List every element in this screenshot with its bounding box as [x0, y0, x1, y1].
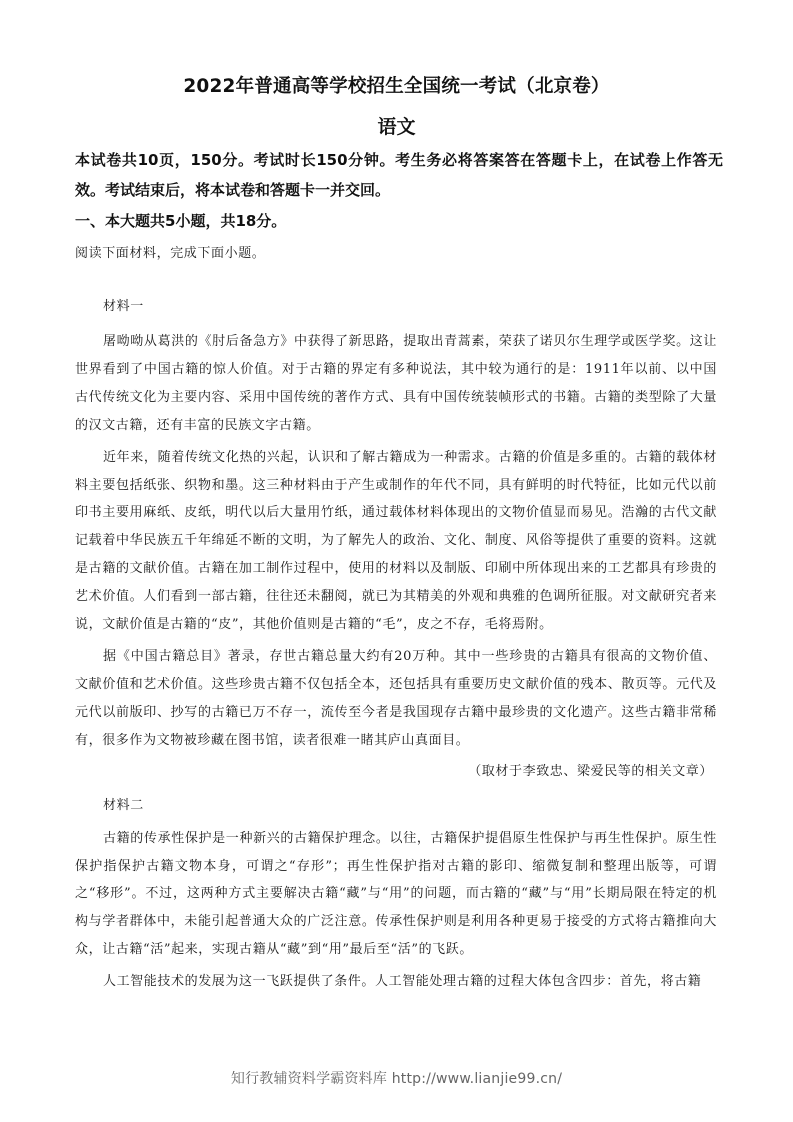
- material-1-paragraph: 近年来，随着传统文化热的兴起，认识和了解古籍成为一种需求。古籍的价值是多重的。古籍的载体材料主要包括纸张、织物和墨。这三种材料由于产生或制作的年代不同，具有鲜明的时代特征，比如元代以前印书主要用麻纸、皮纸，明代以后大量用竹纸，通过载体材料体现出的文物价值显而易见。浩瀚的古代文献记载着中华民族五千年绵延不断的文明，为了解先人的政治、文化、制度、风俗等提供了重要的资料。这就是古籍的文献价值。古籍在加工制作过程中，使用的材料以及制版、印刷中所体现出来的工艺都具有珍贵的艺术价值。人们看到一部古籍，往往还未翻阅，就已为其精美的外观和典雅的色调所征服。对文献研究者来说，文献价值是古籍的“皮”，其他价值则是古籍的“毛”，皮之不存，毛将焉附。: [75, 449, 717, 633]
- exam-instructions: 本试卷共10页，150分。考试时长150分钟。考生务必将答案答在答题卡上，在试卷上作答无效。考试结束后，将本试卷和答题卡一并交回。: [75, 151, 723, 199]
- exam-title: 2022年普通高等学校招生全国统一考试（北京卷）: [183, 76, 610, 97]
- footer-watermark: 知行教辅资料学霸资料库 http://www.lianjie99.cn/: [230, 1071, 563, 1087]
- material-2-paragraph: 人工智能技术的发展为这一飞跃提供了条件。人工智能处理古籍的过程大体包含四步：首先，将古籍: [103, 974, 702, 990]
- material-2-paragraph: 古籍的传承性保护是一种新兴的古籍保护理念。以往，古籍保护提倡原生性保护与再生性保护。原生性保护指保护古籍文物本身，可谓之“存形”；再生性保护指对古籍的影印、缩微复制和整理出版等，可谓之“移形”。不过，这两种方式主要解决古籍“藏”与“用”的问题，而古籍的“藏”与“用”长期局限在特定的机构与学者群体中，未能引起普通大众的广泛注意。传承性保护则是利用各种更易于接受的方式将古籍推向大众，让古籍“活”起来，实现古籍从“藏”到“用”最后至“活”的飞跃。: [75, 830, 717, 958]
- material-2-label: 材料二: [103, 797, 144, 813]
- section-heading: 一、本大题共5小题，共18分。: [75, 212, 287, 230]
- material-1-source: （取材于李致忠、梁爱民等的相关文章）: [468, 763, 713, 779]
- material-1-label: 材料一: [103, 299, 144, 314]
- material-1-paragraph: 据《中国古籍总目》著录，存世古籍总量大约有20万种。其中一些珍贵的古籍具有很高的文物价值、文献价值和艺术价值。这些珍贵古籍不仅包括全本，还包括具有重要历史文献价值的残本、散页等。元代及元代以前版印、抄写的古籍已万不存一，流传至今者是我国现存古籍中最珍贵的文化遗产。这些古籍非常稀有，很多作为文物被珍藏在图书馆，读者很难一睹其庐山真面目。: [75, 648, 717, 748]
- reading-materials: [75, 299, 717, 996]
- reading-directive: 阅读下面材料，完成下面小题。: [75, 246, 266, 261]
- material-1-paragraph: 屠呦呦从葛洪的《肘后备急方》中获得了新思路，提取出青蒿素，荣获了诺贝尔生理学或医学奖。这让世界看到了中国古籍的惊人价值。对于古籍的界定有多种说法，其中较为通行的是：1911年以前、以中国古代传统文化为主要内容、采用中国传统的著作方式、具有中国传统装帧形式的书籍。古籍的类型除了大量的汉文古籍，还有丰富的民族文字古籍。: [75, 334, 717, 433]
- subject-heading: 语文: [377, 116, 416, 138]
